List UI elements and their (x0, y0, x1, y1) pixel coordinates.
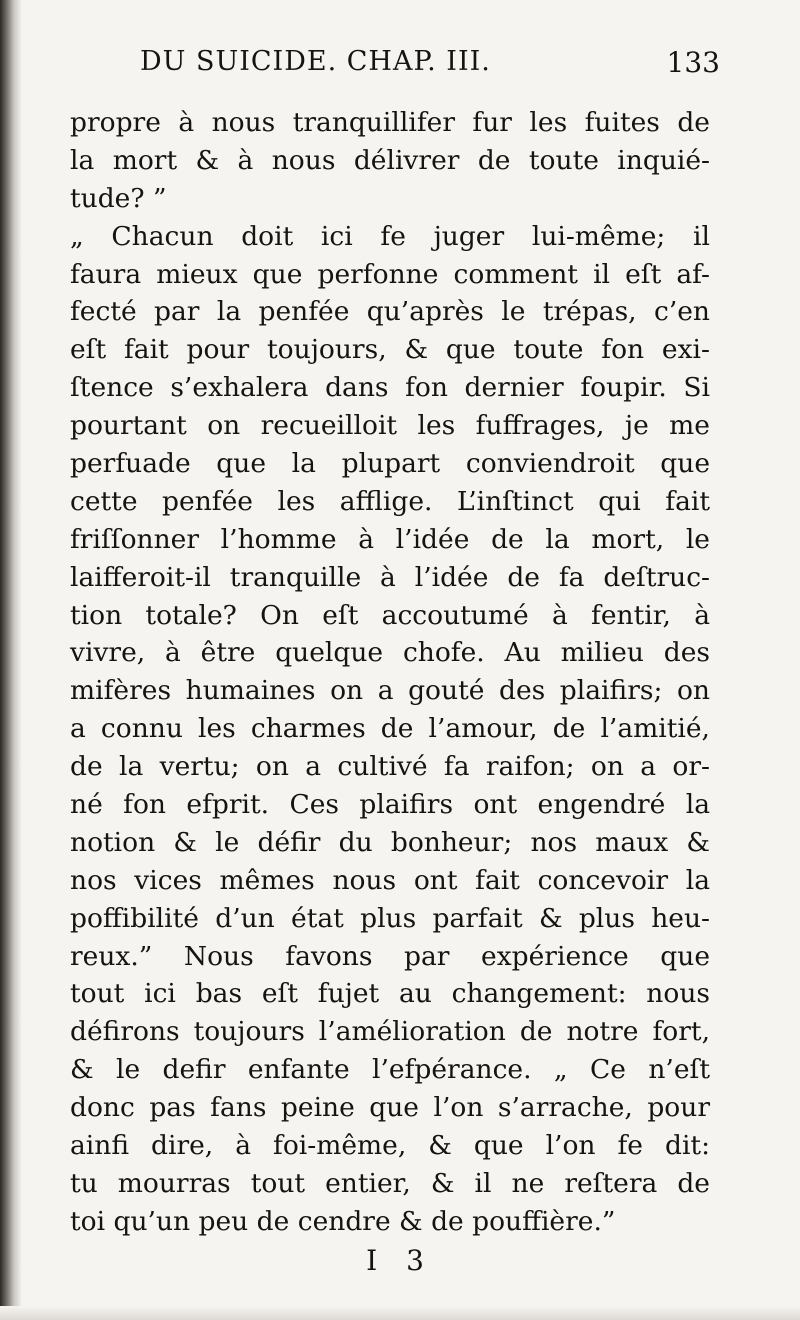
text-line: & le defir enfante l’efpérance. „ Ce n’eſt (70, 1054, 710, 1086)
text-line: mifères humaines on a gouté des plaifirs; on (70, 675, 710, 707)
text-line: donc pas fans peine que l’on s’arrache, pour (70, 1092, 710, 1124)
text-line: vivre, à être quelque chofe. Au milieu des (70, 637, 710, 669)
text-line: la mort & à nous délivrer de toute inquié- (70, 144, 710, 176)
running-head: DU SUICIDE. CHAP. III. (140, 46, 491, 77)
text-line: poffibilité d’un état plus parfait & plus heu- (70, 902, 710, 934)
text-line: propre à nous tranquillifer fur les fuites de (70, 107, 710, 138)
text-line: né fon efprit. Ces plaifirs ont engendré la (70, 789, 710, 821)
text-line: nos vices mêmes nous ont fait concevoir la (70, 864, 710, 896)
text-line: perfuade que la plupart conviendroit que (70, 448, 710, 480)
text-line: „ Chacun doit ici fe juger lui-même; il (70, 220, 710, 252)
text-line: tu mourras tout entier, & il ne reſtera de (70, 1167, 710, 1199)
text-line: de la vertu; on a cultivé fa raifon; on a or- (70, 751, 710, 783)
signature-mark: I 3 (366, 1244, 434, 1277)
text-line: notion & le défir du bonheur; nos maux & (70, 826, 710, 858)
page-footer (0, 1244, 800, 1277)
text-line: eſt fait pour toujours, & que toute fon exi- (70, 334, 710, 366)
text-line: défirons toujours l’amélioration de notre fort, (70, 1016, 710, 1048)
text-line: faura mieux que perfonne comment il eſt af- (70, 258, 710, 290)
page-edge-shadow (0, 0, 22, 1320)
text-line: laifferoit-il tranquille à l’idée de fa deſtruc- (70, 561, 710, 593)
text-line: cette penfée les afflige. L’inſtinct qui fait (70, 485, 710, 517)
text-line: ainfi dire, à foi-même, & que l’on fe dit: (70, 1130, 710, 1162)
text-line: pourtant on recueilloit les fuffrages, je me (70, 410, 710, 442)
text-line: tude? ” (70, 182, 167, 214)
text-line: tout ici bas eſt fujet au changement: nous (70, 978, 710, 1010)
text-line: friſſonner l’homme à l’idée de la mort, le (70, 523, 710, 555)
body-text (70, 104, 710, 1241)
text-line: a connu les charmes de l’amour, de l’amitié, (70, 713, 710, 745)
text-line: toi qu’un peu de cendre & de pouffière.” (70, 1205, 616, 1237)
page-header (140, 40, 720, 90)
page-bottom-edge (0, 1306, 800, 1320)
text-line: ſtence s’exhalera dans fon dernier foupir. Si (70, 372, 710, 404)
text-line: tion totale? On eſt accoutumé à fentir, à (70, 599, 710, 631)
text-line: reux.” Nous favons par expérience que (70, 940, 710, 972)
page-number: 133 (666, 46, 720, 79)
text-line: fecté par la penfée qu’après le trépas, c’en (70, 296, 710, 328)
